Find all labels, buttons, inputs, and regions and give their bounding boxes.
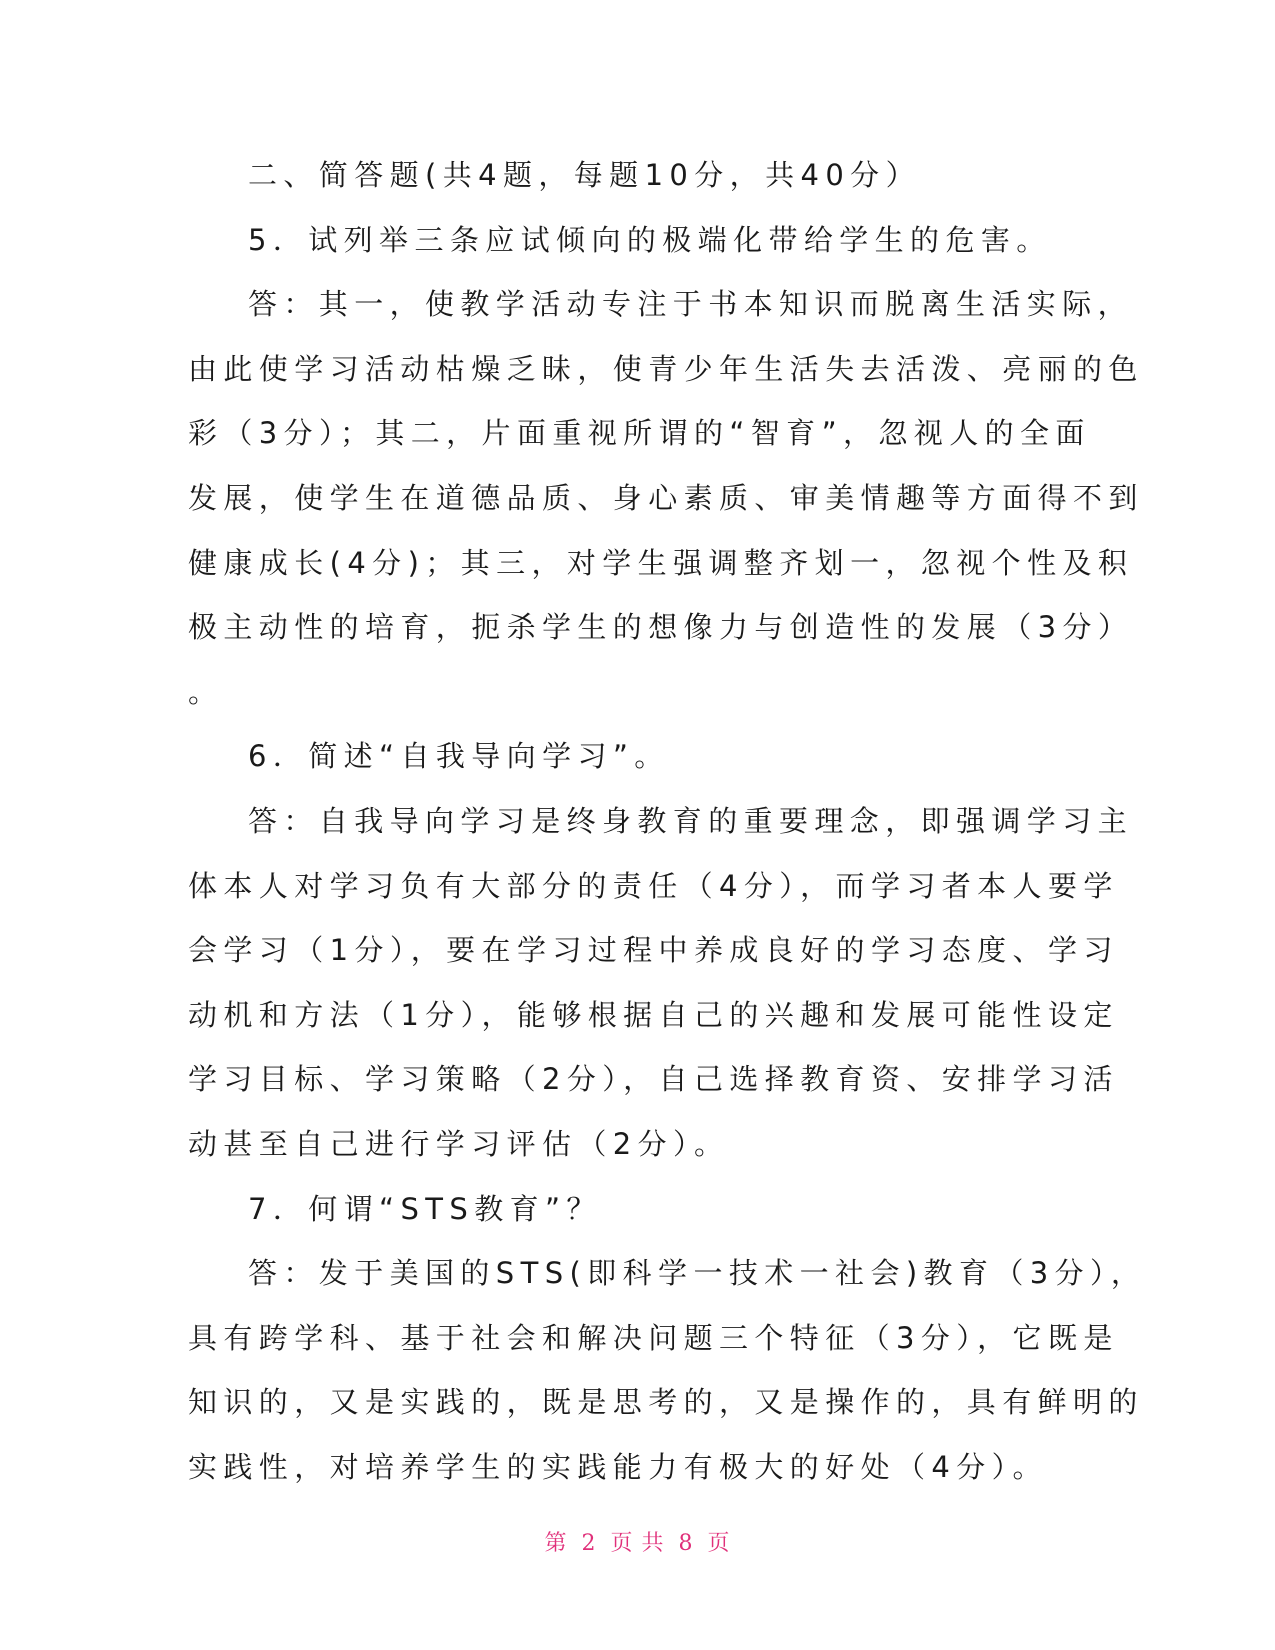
- question-6: 6．简述“自我导向学习”。: [248, 739, 670, 774]
- answer-5-line-3: 彩（3分）；其二，片面重视所谓的“智育”，忽视人的全面: [188, 416, 1091, 451]
- answer-6-line-5: 学习目标、学习策略（2分），自己选择教育资、安排学习活: [188, 1062, 1119, 1097]
- answer-6-line-6: 动甚至自己进行学习评估（2分）。: [188, 1126, 730, 1161]
- footer-middle: 页 共: [610, 1531, 665, 1556]
- answer-7-line-1: 答：发于美国的STS(即科学一技术一社会)教育（3分），: [248, 1256, 1147, 1291]
- footer-page-number: 2: [581, 1531, 597, 1556]
- answer-5-line-1: 答：其一，使教学活动专注于书本知识而脱离生活实际，: [248, 287, 1134, 322]
- footer-suffix: 页: [707, 1531, 731, 1556]
- answer-7-line-4: 实践性，对培养学生的实践能力有极大的好处（4分）。: [188, 1449, 1048, 1484]
- footer-total-pages: 8: [678, 1531, 694, 1556]
- question-5: 5．试列举三条应试倾向的极端化带给学生的危害。: [248, 222, 1052, 257]
- answer-5-line-7: 。: [188, 674, 224, 709]
- answer-5-line-5: 健康成长(4分)；其三，对学生强调整齐划一，忽视个性及积: [188, 545, 1134, 580]
- answer-5-line-2: 由此使学习活动枯燥乏昧，使青少年生活失去活泼、亮丽的色: [188, 351, 1144, 386]
- answer-7-line-2: 具有跨学科、基于社会和解决问题三个特征（3分），它既是: [188, 1320, 1119, 1355]
- question-7: 7．何谓“STS教育”？: [248, 1191, 602, 1226]
- answer-6-line-4: 动机和方法（1分），能够根据自己的兴趣和发展可能性设定: [188, 997, 1119, 1032]
- answer-5-line-4: 发展，使学生在道德品质、身心素质、审美情趣等方面得不到: [188, 480, 1144, 515]
- answer-6-line-1: 答：自我导向学习是终身教育的重要理念，即强调学习主: [248, 803, 1134, 838]
- section-heading: 二、简答题(共4题，每题10分，共40分）: [248, 158, 921, 192]
- page-footer: [0, 1526, 1275, 1557]
- answer-7-line-3: 知识的，又是实践的，既是思考的，又是操作的，具有鲜明的: [188, 1385, 1144, 1420]
- answer-6-line-2: 体本人对学习负有大部分的责任（4分），而学习者本人要学: [188, 868, 1119, 903]
- footer-prefix: 第: [544, 1531, 568, 1556]
- document-body: [188, 143, 1147, 1499]
- answer-6-line-3: 会学习（1分），要在学习过程中养成良好的学习态度、学习: [188, 933, 1119, 968]
- answer-5-line-6: 极主动性的培育，扼杀学生的想像力与创造性的发展（3分）: [188, 610, 1134, 645]
